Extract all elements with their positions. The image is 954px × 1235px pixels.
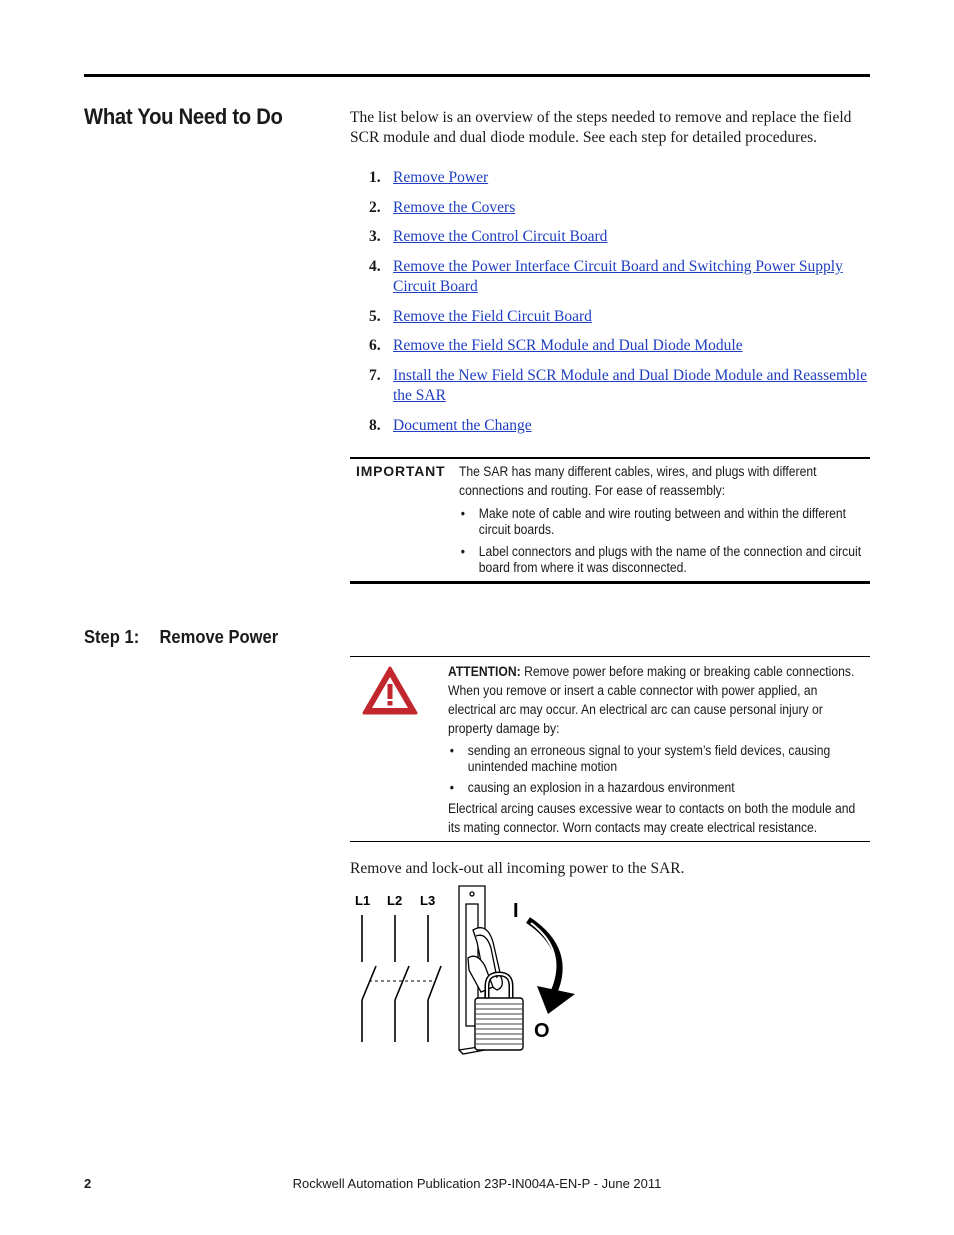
line-label-l2: L2 xyxy=(387,893,403,908)
list-item: • Make note of cable and wire routing between and within the different circuit boards. xyxy=(460,506,847,537)
list-item: 3. Remove the Control Circuit Board xyxy=(369,228,608,245)
important-label: IMPORTANT xyxy=(356,463,446,479)
important-bottom-rule xyxy=(350,581,870,584)
list-item: • Label connectors and plugs with the name of the connection and circuit board from where it was disconnected. xyxy=(460,544,862,575)
list-item: 5. Remove the Field Circuit Board xyxy=(369,308,592,325)
list-item: 6. Remove the Field SCR Module and Dual Diode Module xyxy=(369,337,743,354)
list-item: 1. Remove Power xyxy=(369,169,489,186)
rotate-arrow-icon xyxy=(528,920,575,1014)
line-label-l3: L3 xyxy=(420,893,436,908)
off-label: O xyxy=(534,1020,550,1042)
list-item: • causing an explosion in a hazardous environment xyxy=(449,780,735,795)
attention-closing: Electrical arcing causes excessive wear to contacts on both the module and its mating connector. Worn contacts may create electrical resistance. xyxy=(448,801,856,835)
step-link-remove-field-board[interactable]: Remove the Field Circuit Board xyxy=(393,308,592,325)
important-text: The SAR has many different cables, wires, and plugs with different connections and routing. For ease of reassembly: xyxy=(459,464,817,498)
list-item: 8. Document the Change xyxy=(369,417,532,434)
list-item: • sending an erroneous signal to your system’s field devices, causing unintended machine motion xyxy=(449,743,831,774)
step-link-install-new-module[interactable]: Install the New Field SCR Module and Dual Diode Module and Reassemble the SAR xyxy=(393,367,867,404)
list-item: 7. Install the New Field SCR Module and Dual Diode Module and Reassemble the SAR xyxy=(369,367,867,404)
attention-top-rule xyxy=(350,656,870,657)
line-label-l1: L1 xyxy=(355,893,371,908)
on-label: I xyxy=(513,900,519,922)
intro-paragraph: The list below is an overview of the steps needed to remove and replace the field SCR module and dual diode module. See each step for detailed procedures. xyxy=(350,109,852,146)
section-title: What You Need to Do xyxy=(84,104,283,129)
important-body xyxy=(459,462,871,576)
footer-publication: Rockwell Automation Publication 23P-IN004A-EN-P - June 2011 xyxy=(292,1176,662,1191)
warning-triangle-icon xyxy=(361,665,419,716)
step-link-document-change[interactable]: Document the Change xyxy=(393,417,532,434)
attention-body xyxy=(448,662,864,837)
lockout-instruction: Remove and lock-out all incoming power to the SAR. xyxy=(350,860,685,877)
step-link-remove-power[interactable]: Remove Power xyxy=(393,169,489,186)
list-item: 4. Remove the Power Interface Circuit Board and Switching Power Supply Circuit Board xyxy=(369,258,843,295)
attention-text: Remove power before making or breaking cable connections. When you remove or insert a cable connector with power applied, an electrical arc may occur. An electrical arc can cause personal injury or property damage by: xyxy=(448,664,855,736)
switch-contacts xyxy=(362,915,441,1042)
step-link-remove-covers[interactable]: Remove the Covers xyxy=(393,199,516,216)
list-item: 2. Remove the Covers xyxy=(369,199,516,216)
step-link-remove-control-board[interactable]: Remove the Control Circuit Board xyxy=(393,228,608,245)
step-link-remove-scr-module[interactable]: Remove the Field SCR Module and Dual Diode Module xyxy=(393,337,743,354)
important-top-rule xyxy=(350,457,870,459)
page-number: 2 xyxy=(84,1176,92,1191)
top-rule xyxy=(84,74,870,77)
steps-list xyxy=(350,168,870,436)
disconnect-switch-figure xyxy=(345,882,585,1057)
attention-bottom-rule xyxy=(350,841,870,842)
step-link-remove-power-interface-board[interactable]: Remove the Power Interface Circuit Board and Switching Power Supply Circuit Board xyxy=(393,258,843,295)
step-heading: Step 1: Remove Power xyxy=(84,627,279,647)
attention-label: ATTENTION: xyxy=(448,664,521,679)
